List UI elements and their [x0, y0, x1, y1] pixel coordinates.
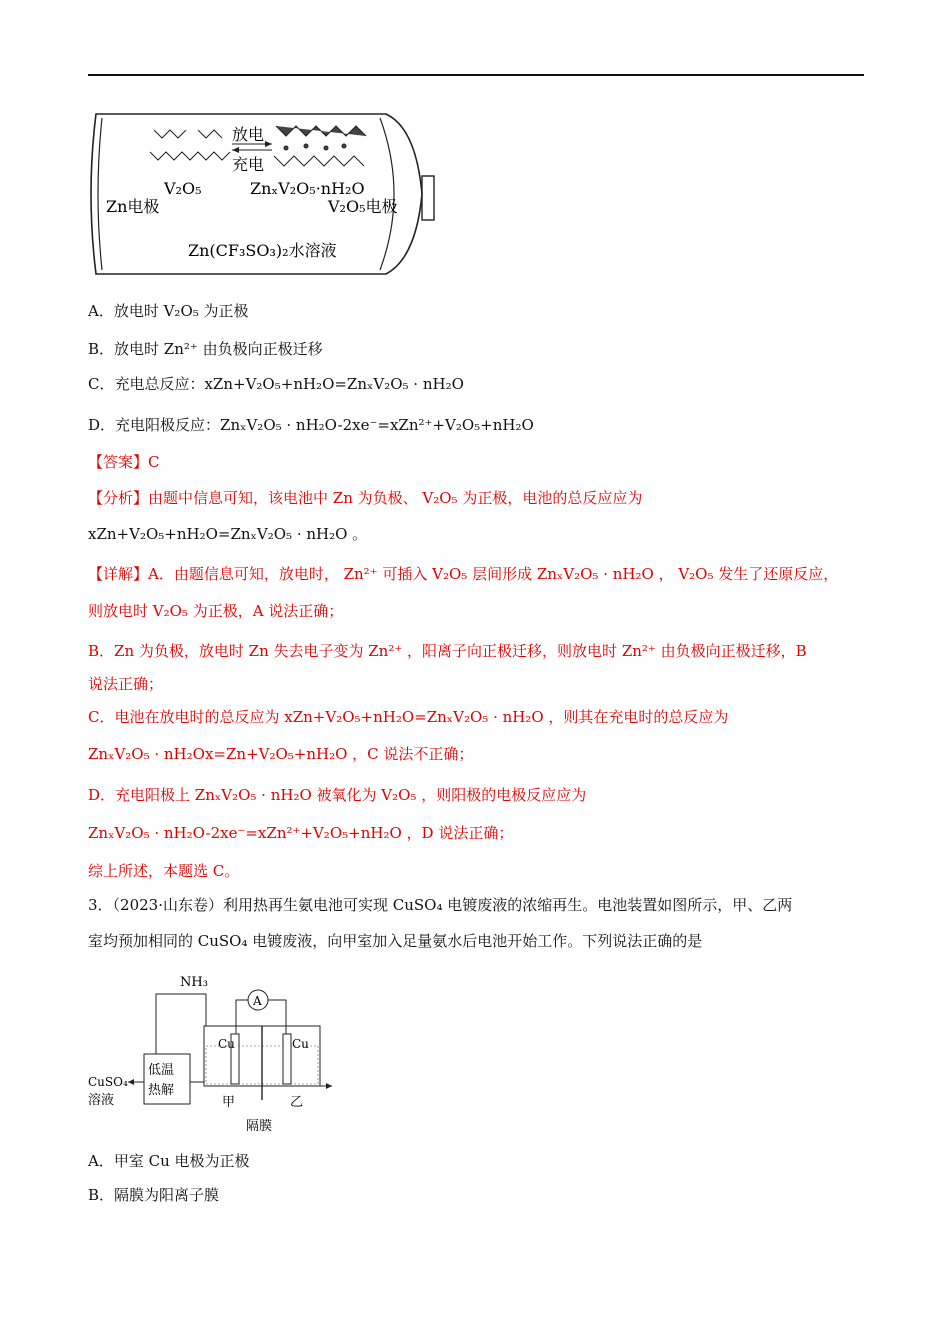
detail-line-8: ZnₓV₂O₅ · nH₂O-2xe⁻=xZn²⁺+V₂O₅+nH₂O ，D 说法正确；	[88, 824, 514, 842]
v2o5-label: V₂O₅	[164, 179, 202, 198]
analysis-line-2: xZn+V₂O₅+nH₂O=ZnₓV₂O₅ · nH₂O 。	[88, 525, 368, 543]
zn-electrode-label: Zn电极	[106, 197, 160, 216]
yi-label: 乙	[290, 1095, 304, 1110]
ammeter-label: A	[253, 994, 262, 1008]
q3-option-a: A．甲室 Cu 电极为正极	[88, 1152, 250, 1170]
jia-label: 甲	[222, 1095, 236, 1110]
charge-label: 充电	[232, 155, 265, 174]
battery-figure	[86, 108, 442, 280]
detail-line-3: B．Zn 为负极，放电时 Zn 失去电子变为 Zn²⁺ ，阳离子向正极迁移，则放电时 Zn²⁺ 由负极向正极迁移，B	[88, 642, 807, 660]
option-b: B．放电时 Zn²⁺ 由负极向正极迁移	[88, 340, 323, 358]
heat-label-2: 热解	[148, 1083, 175, 1098]
detail-line-7: D．充电阳极上 ZnₓV₂O₅ · nH₂O 被氧化为 V₂O₅ ，则阳极的电极反应应为	[88, 786, 587, 804]
detail-line-6: ZnₓV₂O₅ · nH₂Ox=Zn+V₂O₅+nH₂O ，C 说法不正确；	[88, 745, 474, 763]
detail-line-2: 则放电时 V₂O₅ 为正极，A 说法正确；	[88, 602, 344, 620]
heat-label-1: 低温	[148, 1063, 175, 1078]
cu-right-label: Cu	[292, 1037, 309, 1051]
answer: 【答案】C	[88, 453, 160, 471]
option-d: D．充电阳极反应：ZnₓV₂O₅ · nH₂O-2xe⁻=xZn²⁺+V₂O₅+nH₂O	[88, 416, 534, 434]
cuso4-label: CuSO₄	[88, 1075, 128, 1089]
discharge-label: 放电	[232, 125, 265, 144]
solution-label: 溶液	[88, 1093, 115, 1108]
detail-line-5: C．电池在放电时的总反应为 xZn+V₂O₅+nH₂O=ZnₓV₂O₅ · nH₂O ，则其在充电时的总反应为	[88, 708, 729, 726]
option-a: A．放电时 V₂O₅ 为正极	[88, 302, 249, 320]
ammonia-battery-figure	[86, 970, 346, 1136]
option-c: C．充电总反应：xZn+V₂O₅+nH₂O=ZnₓV₂O₅ · nH₂O	[88, 375, 464, 393]
q3-stem-1: 3．（2023·山东卷）利用热再生氨电池可实现 CuSO₄ 电镀废液的浓缩再生。电池装置如图所示，甲、乙两	[88, 896, 793, 914]
header-rule	[88, 74, 864, 76]
summary: 综上所述，本题选 C。	[88, 862, 240, 880]
analysis-line-1: 【分析】由题中信息可知，该电池中 Zn 为负极、 V₂O₅ 为正极，电池的总反应应为	[88, 489, 643, 507]
q3-option-b: B．隔膜为阳离子膜	[88, 1186, 220, 1204]
detail-line-4: 说法正确；	[88, 675, 164, 693]
nh3-label: NH₃	[180, 975, 208, 990]
q3-stem-2: 室均预加相同的 CuSO₄ 电镀废液，向甲室加入足量氨水后电池开始工作。下列说法正确的是	[88, 932, 703, 950]
v2o5-electrode-label: V₂O₅电极	[328, 197, 398, 216]
product-label: ZnₓV₂O₅·nH₂O	[250, 179, 365, 198]
membrane-label: 隔膜	[246, 1119, 273, 1134]
electrolyte-label: Zn(CF₃SO₃)₂水溶液	[188, 241, 337, 260]
cu-left-label: Cu	[218, 1037, 235, 1051]
detail-line-1: 【详解】A．由题信息可知，放电时， Zn²⁺ 可插入 V₂O₅ 层间形成 ZnₓV₂O₅ · nH₂O ， V₂O₅ 发生了还原反应，	[88, 565, 839, 583]
